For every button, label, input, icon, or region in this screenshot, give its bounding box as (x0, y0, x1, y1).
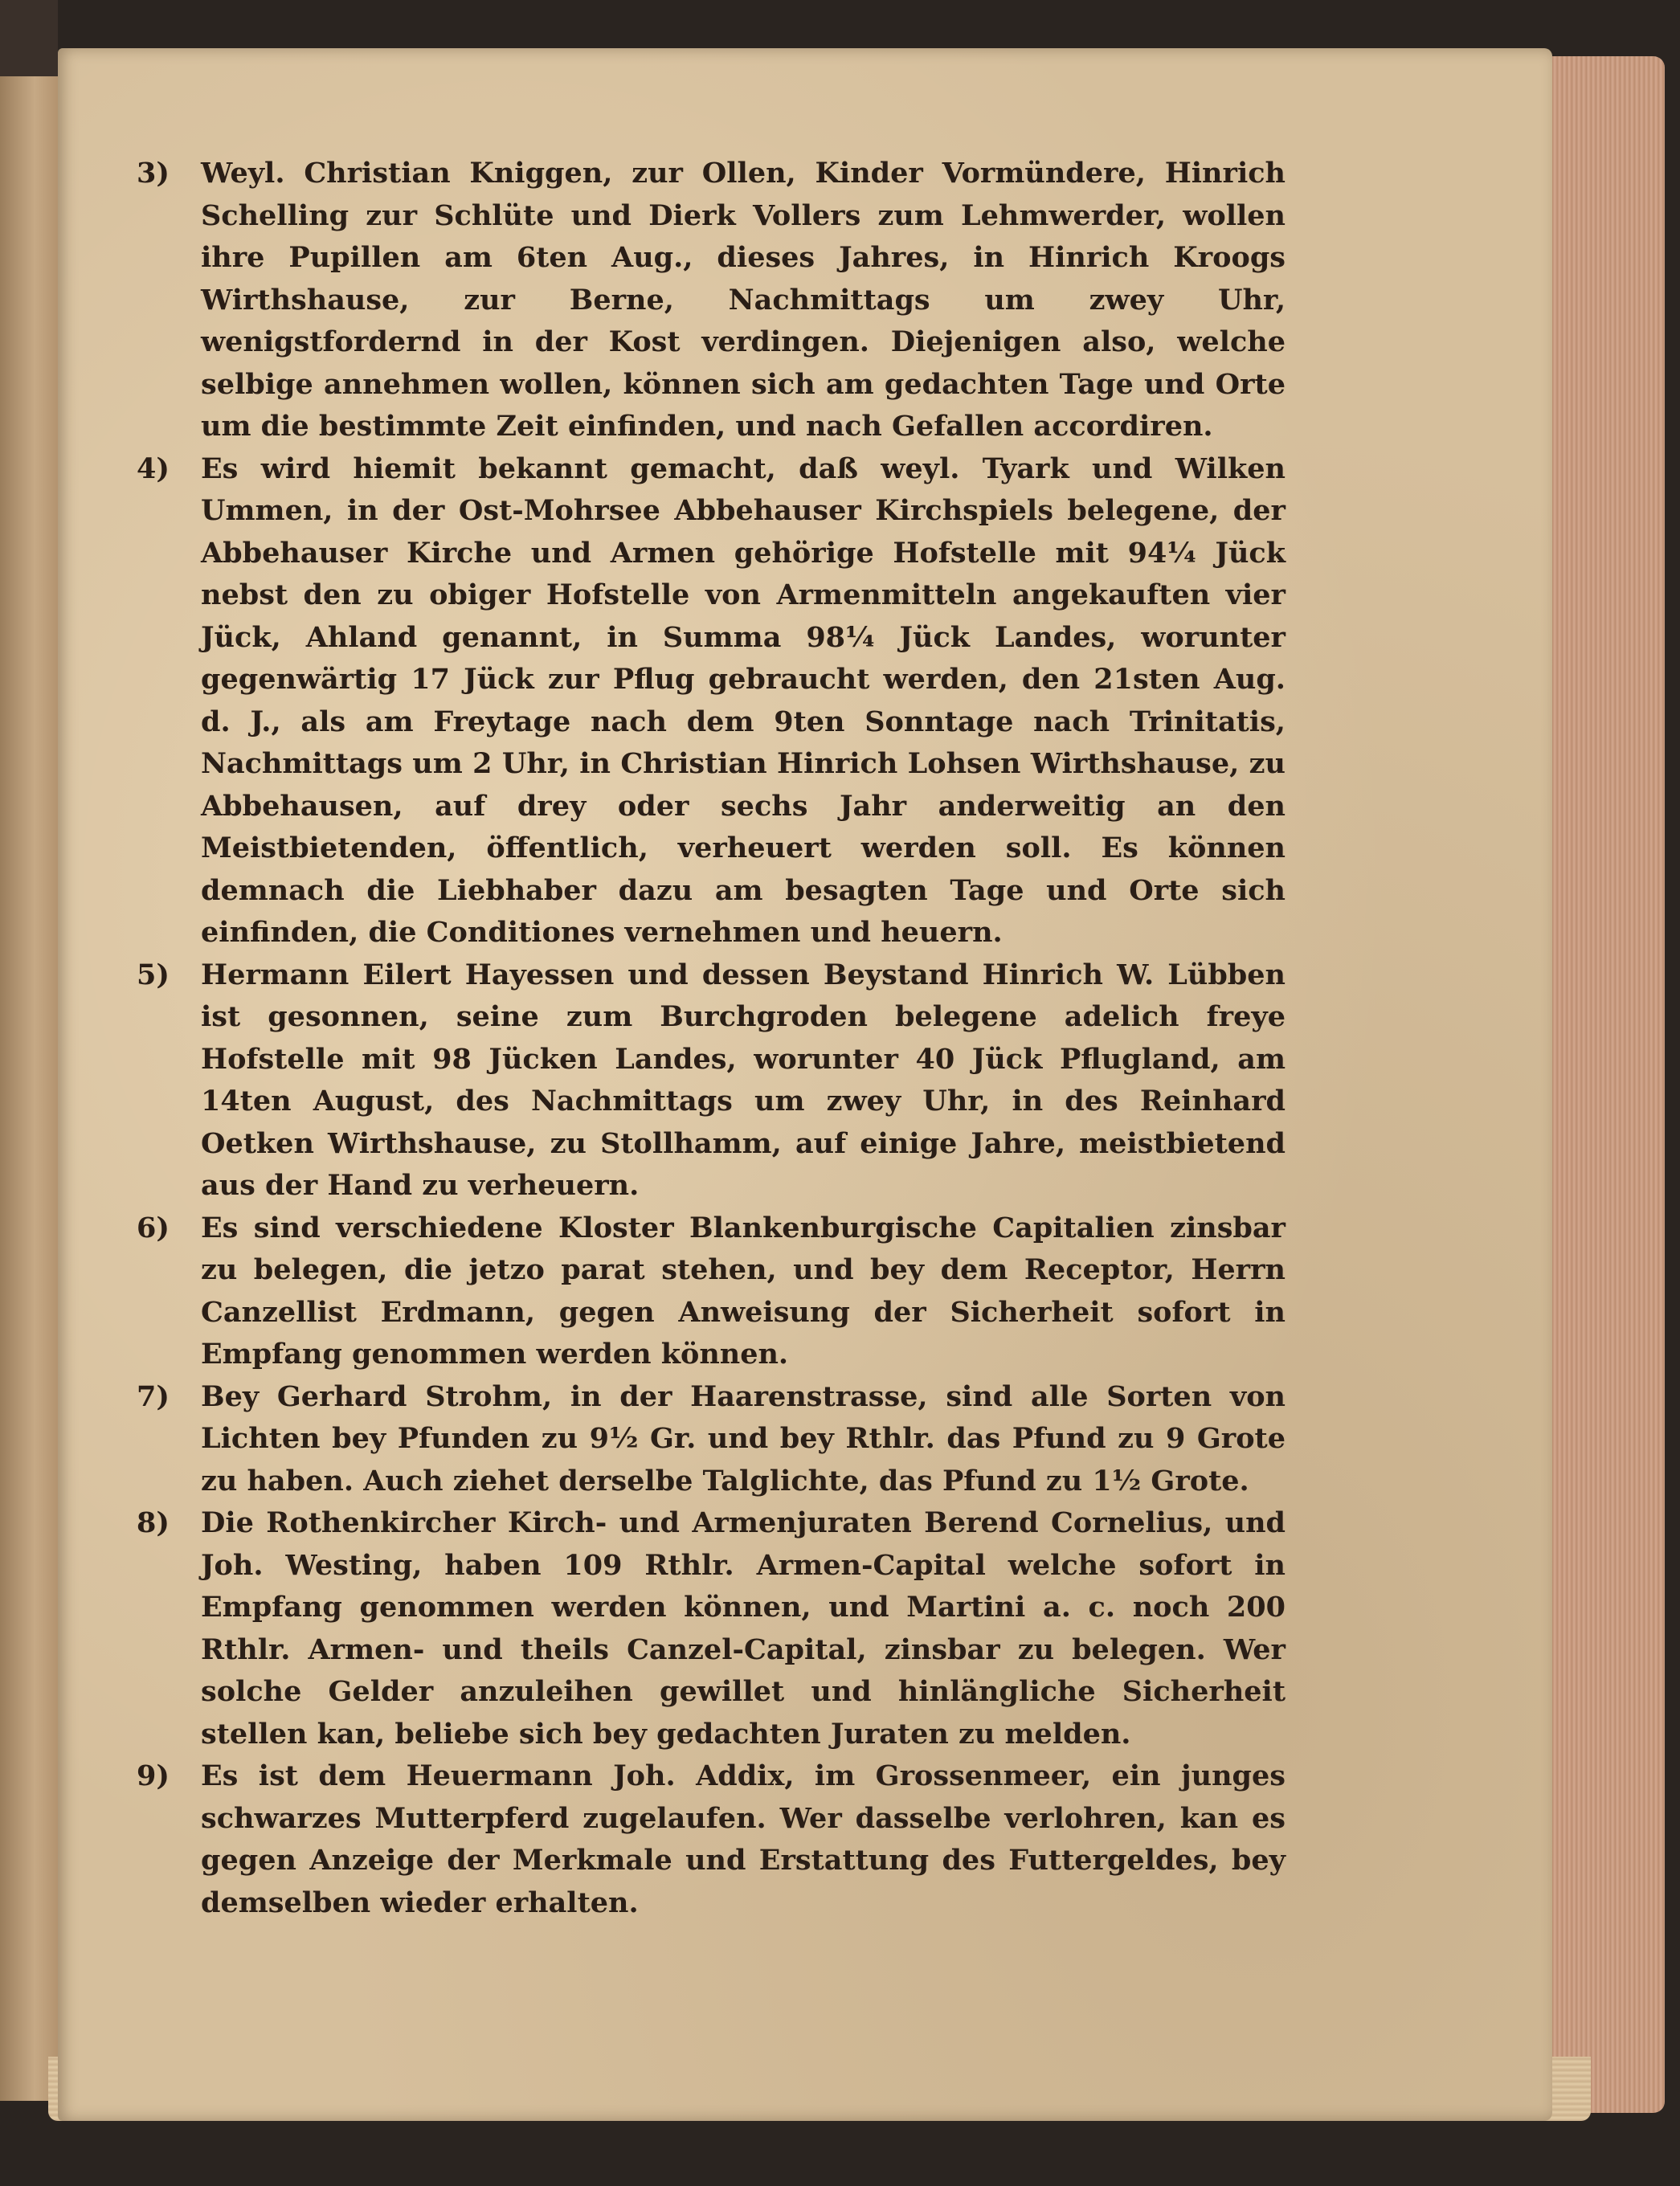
page-stack-edge (1552, 56, 1665, 2113)
entry-number: 9) (137, 1759, 170, 1792)
notice-entry (137, 448, 1286, 954)
entry-number: 6) (137, 1211, 170, 1244)
notice-entry (137, 1755, 1286, 1924)
entry-text: Es wird hiemit bekannt gemacht, daß weyl. Tyark und Wilken Ummen, in der Ost-Mohrsee Abbehauser Kirchspiels belegene, der Abbehauser Kirche und Armen gehörige Hofstelle mit 94¼ Jück nebst den zu obiger Hofstelle von Armenmitteln angekauften vier Jück, Ahland genannt, in Summa 98¼ Jück Landes, worunter gegenwärtig 17 Jück zur Pflug gebraucht werden, den 21sten Aug. d. J., als am Freytage nach dem 9ten Sonntage nach Trinitatis, Nachmittags um 2 Uhr, in Christian Hinrich Lohsen Wirthshause, zu Abbehausen, auf drey oder sechs Jahr anderweitig an den Meistbietenden, öffentlich, verheuert werden soll. Es können demnach die Liebhaber dazu am besagten Tage und Orte sich einfinden, die Conditiones vernehmen und heuern. (201, 452, 1286, 949)
notice-entry (137, 1376, 1286, 1503)
entry-number: 5) (137, 958, 170, 991)
notice-entry (137, 1207, 1286, 1376)
notice-entry (137, 1502, 1286, 1755)
entry-text: Es ist dem Heuermann Joh. Addix, im Grossenmeer, ein junges schwarzes Mutterpferd zugelaufen. Wer dasselbe verlohren, kan es gegen Anzeige der Merkmale und Erstattung des Futtergeldes, bey demselben wieder erhalten. (201, 1759, 1286, 1919)
entry-text: Weyl. Christian Kniggen, zur Ollen, Kinder Vormündere, Hinrich Schelling zur Schlüte und Dierk Vollers zum Lehmwerder, wollen ihre Pupillen am 6ten Aug., dieses Jahres, in Hinrich Kroogs Wirthshause, zur Berne, Nachmittags um zwey Uhr, wenigstfordernd in der Kost verdingen. Diejenigen also, welche selbige annehmen wollen, können sich am gedachten Tage und Orte um die bestimmte Zeit einfinden, und nach Gefallen accordiren. (201, 157, 1286, 443)
entry-number: 7) (137, 1379, 170, 1413)
entry-number: 8) (137, 1506, 170, 1539)
entry-text: Es sind verschiedene Kloster Blankenburgische Capitalien zinsbar zu belegen, die jetzo parat stehen, und bey dem Receptor, Herrn Canzellist Erdmann, gegen Anweisung der Sicherheit sofort in Empfang genommen werden können. (201, 1211, 1286, 1371)
entry-text: Hermann Eilert Hayessen und dessen Beystand Hinrich W. Lübben ist gesonnen, seine zum Burchgroden belegene adelich freye Hofstelle mit 98 Jücken Landes, worunter 40 Jück Pflugland, am 14ten August, des Nachmittags um zwey Uhr, in des Reinhard Oetken Wirthshause, zu Stollhamm, auf einige Jahre, meistbietend aus der Hand zu verheuern. (201, 958, 1286, 1202)
entry-text: Die Rothenkircher Kirch- und Armenjuraten Berend Cornelius, und Joh. Westing, haben 109 Rthlr. Armen-Capital welche sofort in Empfang genommen werden können, und Martini a. c. noch 200 Rthlr. Armen- und theils Canzel-Capital, zinsbar zu belegen. Wer solche Gelder anzuleihen gewillet und hinlängliche Sicherheit stellen kan, beliebe sich bey gedachten Juraten zu melden. (201, 1506, 1286, 1751)
notice-list (137, 153, 1286, 1924)
notice-entry (137, 153, 1286, 448)
entry-number: 4) (137, 452, 170, 485)
book-board (0, 0, 58, 76)
entry-text: Bey Gerhard Strohm, in der Haarenstrasse, sind alle Sorten von Lichten bey Pfunden zu 9½ Gr. und bey Rthlr. das Pfund zu 9 Grote zu haben. Auch ziehet derselbe Talglichte, das Pfund zu 1½ Grote. (201, 1379, 1286, 1498)
left-page-edge (0, 76, 60, 2101)
notice-entry (137, 954, 1286, 1207)
entry-number: 3) (137, 157, 170, 190)
